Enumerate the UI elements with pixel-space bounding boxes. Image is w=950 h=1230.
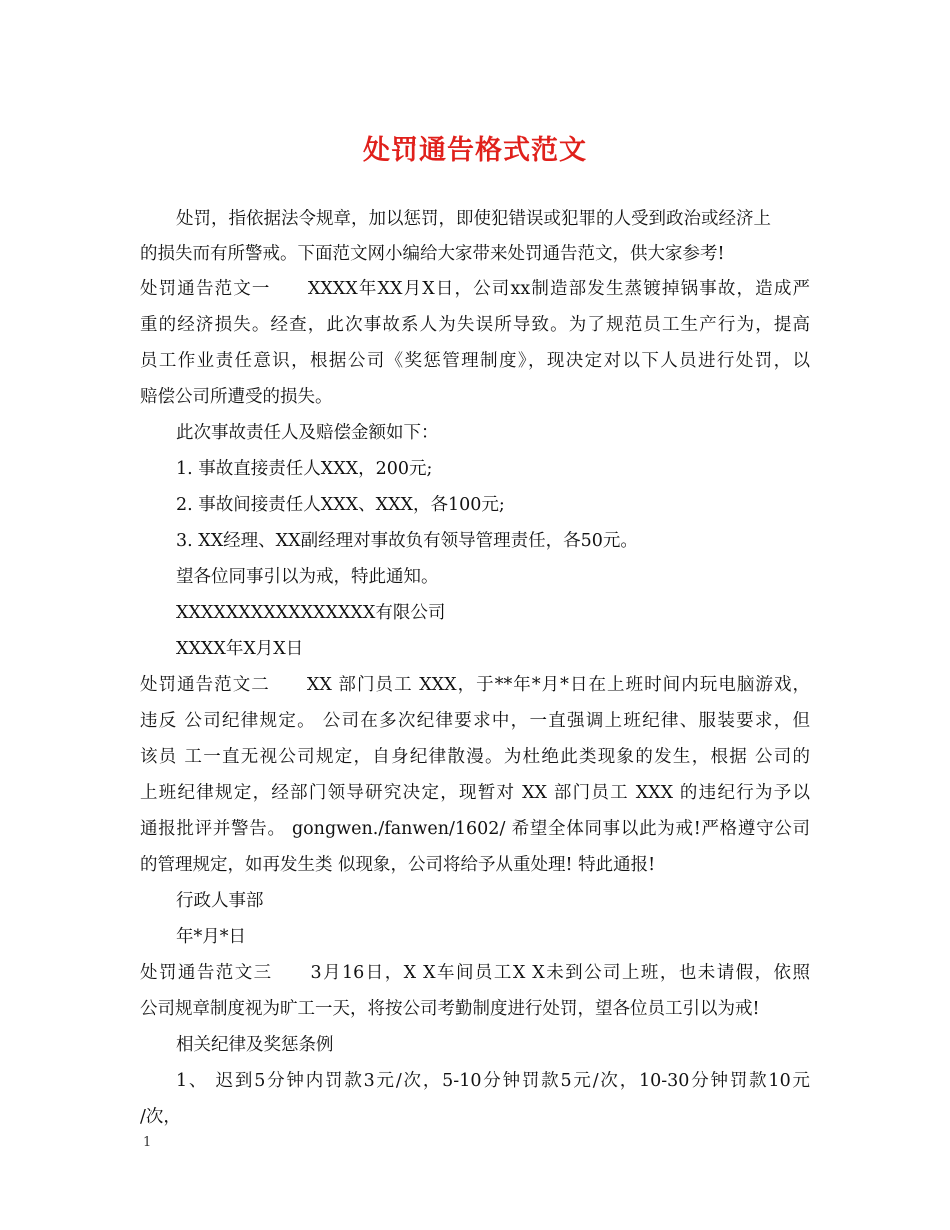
paragraph-line: 的管理规定，如再发生类 似现象，公司将给予从重处理! 特此通报! (140, 855, 656, 875)
paragraph-line: 通报批评并警告。 gongwen./fanwen/1602/ 希望全体同事以此为戒!严格遵守公司 (140, 819, 810, 839)
signature-date: XXXX年X月X日 (176, 639, 304, 659)
signature-department: 行政人事部 (176, 891, 264, 911)
list-item-continuation: /次， (140, 1107, 181, 1127)
signature-date: 年*月*日 (176, 927, 246, 947)
paragraph-line: 处罚，指依据法令规章，加以惩罚，即使犯错误或犯罪的人受到政治或经济上 (176, 209, 771, 229)
paragraph-line: 上班纪律规定，经部门领导研究决定，现暂对 XX 部门员工 XXX 的违纪行为予以 (140, 783, 810, 803)
paragraph-line: 处罚通告范文二 XX 部门员工 XXX，于**年*月*日在上班时间内玩电脑游戏， (140, 675, 810, 695)
paragraph-line: 处罚通告范文三 3月16日，X X车间员工X X未到公司上班，也未请假，依照 (140, 963, 810, 983)
paragraph-line: 处罚通告范文一 XXXX年XX月X日，公司xx制造部发生蒸镀掉锅事故，造成严 (140, 279, 810, 299)
paragraph-line: 的损失而有所警戒。下面范文网小编给大家带来处罚通告范文，供大家参考! (140, 244, 725, 264)
paragraph-line: 重的经济损失。经查，此次事故系人为失误所导致。为了规范员工生产行为，提高 (140, 315, 810, 335)
paragraph-line: 赔偿公司所遭受的损失。 (140, 387, 333, 407)
paragraph-line: 违反 公司纪律规定。 公司在多次纪律要求中，一直强调上班纪律、服装要求，但 (140, 711, 810, 731)
paragraph-line: 该员 工一直无视公司规定，自身纪律散漫。为杜绝此类现象的发生，根据 公司的 (140, 747, 810, 767)
paragraph-line: 望各位同事引以为戒，特此通知。 (176, 567, 439, 587)
paragraph-line: 此次事故责任人及赔偿金额如下： (176, 423, 439, 443)
list-item: 3. XX经理、XX副经理对事故负有领导管理责任，各50元。 (176, 531, 638, 551)
signature-company: XXXXXXXXXXXXXXXX有限公司 (176, 603, 446, 623)
list-item: 1. 事故直接责任人XXX，200元; (176, 459, 433, 479)
section-heading: 相关纪律及奖惩条例 (176, 1035, 334, 1055)
page-number: 1 (143, 1135, 152, 1150)
paragraph-line: 公司规章制度视为旷工一天，将按公司考勤制度进行处罚，望各位员工引以为戒! (140, 999, 760, 1019)
list-item: 1、 迟到5分钟内罚款3元/次，5-10分钟罚款5元/次，10-30分钟罚款10元 (176, 1071, 810, 1091)
paragraph-line: 员工作业责任意识，根据公司《奖惩管理制度》，现决定对以下人员进行处罚，以 (140, 351, 810, 371)
page-title: 处罚通告格式范文 (363, 135, 587, 166)
list-item: 2. 事故间接责任人XXX、XXX，各100元; (176, 495, 505, 515)
